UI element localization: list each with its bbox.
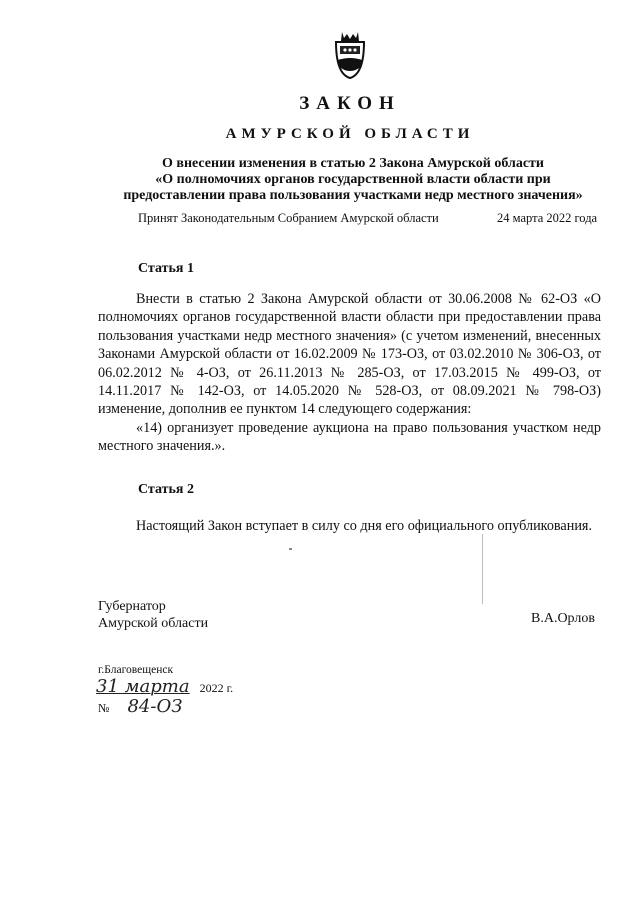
handwritten-number: 84-ОЗ [127,696,183,717]
document-title: ЗАКОН [299,93,401,114]
law-number [98,696,182,717]
coat-of-arms-icon [330,30,370,80]
signatory-name: В.А.Орлов [531,611,595,626]
adopted-date: 24 марта 2022 года [497,211,598,225]
handwritten-date: 31 марта [96,676,190,697]
position-line-1: Губернатор [98,599,166,614]
signing-date [96,676,233,697]
subtitle-line-1: О внесении изменения в статью 2 Закона Амурской области [162,156,544,171]
article-1-paragraph-2: «14) организует проведение аукциона на право пользования участком недр местного значения.». [98,419,601,455]
scan-artifact-line [482,534,483,604]
article-2-heading: Статья 2 [138,482,194,497]
article-1-body [98,290,601,456]
law-subtitle [98,156,608,204]
signatory-position [98,598,208,632]
number-label: № [98,701,110,715]
city: г.Благовещенск [98,664,174,676]
article-2-paragraph-1: Настоящий Закон вступает в силу со дня его официального опубликования. [136,518,592,534]
year: 2022 г. [199,681,234,695]
subtitle-line-2: «О полномочиях органов государственной власти области при [155,172,551,187]
document-subject: АМУРСКОЙ ОБЛАСТИ [225,126,475,142]
article-2-body [98,517,601,535]
subtitle-line-3: предоставлении права пользования участками недр местного значения» [123,188,583,203]
position-line-2: Амурской области [98,616,209,631]
scan-artifact-dot [289,548,292,550]
adopted-by: Принят Законодательным Собранием Амурской области [138,211,439,225]
article-1-paragraph-1: Внести в статью 2 Закона Амурской области от 30.06.2008 № 62-ОЗ «О полномочиях органов государственной власти области при предоставлении права пользования участками недр местного значения» (с учетом изменений, внесенных Законами Амурской области от 16.02.2009 № 173-ОЗ, от 03.02.2010 № 306-ОЗ, от 06.02.2012 № 4-ОЗ, от 26.11.2013 № 285-ОЗ, от 17.03.2015 № 499-ОЗ, от 14.11.2017 № 142-ОЗ, от 14.05.2020 № 528-ОЗ, от 08.09.2021 № 798-ОЗ) изменение, дополнив ее пунктом 14 следующего содержания: [98,291,601,418]
article-1-heading: Статья 1 [138,261,194,276]
